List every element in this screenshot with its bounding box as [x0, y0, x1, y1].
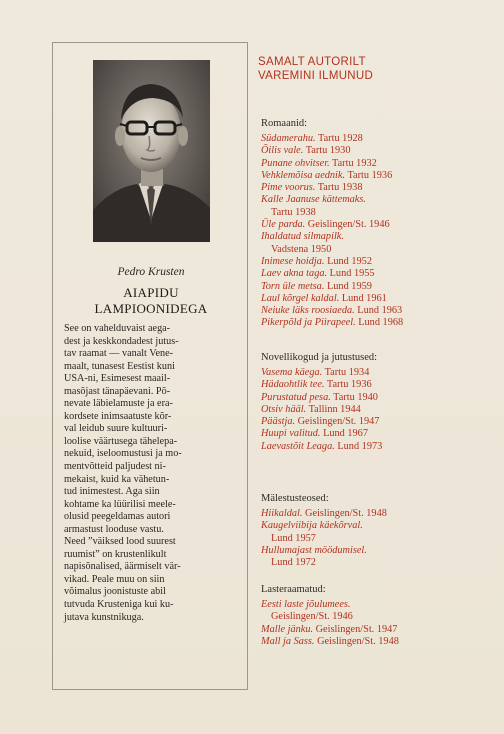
work-title: Torn üle metsa.	[261, 280, 325, 292]
description-line: dest ja keskkondadest jutus-	[64, 335, 179, 347]
publication-info: Geislingen/St. 1946	[271, 611, 353, 623]
publication-info: Lund 1973	[334, 440, 383, 452]
work-title: Neiuke läks roosiaeda.	[261, 305, 355, 317]
book-title-line-2: LAMPIOONIDEGA	[94, 301, 208, 316]
publication-info: Tartu 1930	[303, 145, 351, 157]
list-item	[261, 367, 461, 379]
list-item	[261, 194, 461, 206]
list-item	[261, 158, 461, 170]
work-title: Kalle Jaanuse kättemaks.	[261, 194, 366, 206]
publication-info: Geislingen/St. 1946	[305, 219, 390, 231]
list-item	[261, 392, 461, 404]
work-title: Huupi valitud.	[261, 428, 321, 440]
entry-list	[261, 599, 461, 648]
work-title: Pikerpõld ja Piirapeel.	[261, 317, 356, 329]
book-title-line-1: AIAPIDU	[123, 285, 179, 300]
list-item	[261, 293, 461, 305]
description-line: See on vahelduvaist aega-	[64, 323, 171, 334]
list-item	[261, 428, 461, 440]
work-title: Hädaohtlik tee.	[261, 379, 325, 391]
author-photo	[93, 60, 210, 242]
entry-list	[261, 133, 461, 330]
description-line: mentvõtteid paljudest ni-	[64, 461, 166, 473]
description-line: Need ”väiksed lood suurest	[64, 536, 176, 548]
publication-info: Lund 1952	[324, 255, 372, 267]
section-title: Lasteraamatud:	[261, 584, 326, 595]
list-item	[261, 599, 461, 611]
list-item	[261, 545, 461, 557]
work-title: Ihaldatud silmapilk.	[261, 231, 344, 243]
description-line: val leidub suure kultuuri-	[64, 423, 168, 435]
list-item	[261, 170, 461, 182]
work-title: Vehklemõisa aednik.	[261, 169, 346, 181]
description-line: võimalus joonistuste abil	[64, 586, 166, 598]
publication-info: Lund 1967	[320, 428, 368, 440]
list-item	[261, 244, 461, 256]
list-item	[261, 305, 461, 317]
author-caption: Pedro Krusten	[117, 266, 185, 278]
entry-list	[261, 367, 461, 453]
work-title: Südamerahu.	[261, 133, 316, 144]
list-item	[261, 268, 461, 280]
list-item	[261, 611, 461, 623]
description-line: kohtame ka lüürilisi meele-	[64, 498, 176, 510]
list-item	[261, 520, 461, 532]
list-item	[261, 281, 461, 293]
publication-info: Tartu 1934	[322, 367, 370, 378]
work-title: Õilis vale.	[261, 145, 304, 157]
work-title: Vasema käega.	[261, 367, 323, 378]
work-title: Laevastõit Leaga.	[261, 440, 335, 452]
list-item	[261, 533, 461, 545]
publication-info: Tartu 1936	[345, 169, 393, 181]
entry-list	[261, 508, 461, 569]
bibliography-section	[261, 493, 461, 569]
work-title: Hullumajast möödumisel.	[261, 544, 367, 556]
publication-info: Geislingen/St. 1948	[314, 635, 399, 647]
bibliography-heading-line-2: VAREMINI ILMUNUD	[258, 69, 374, 82]
work-title: Purustatud pesa.	[261, 391, 331, 403]
book-description	[64, 323, 242, 624]
author-info-panel	[52, 42, 248, 690]
work-title: Üle parda.	[261, 219, 306, 231]
publication-info: Lund 1955	[327, 268, 375, 280]
bibliography-section	[261, 584, 461, 648]
description-line: tav raamat — vanalt Vene-	[64, 348, 173, 360]
description-line: tutvuda Krusteniga kui ku-	[64, 599, 174, 611]
description-line: ruumist” on krustenlikult	[64, 548, 167, 560]
list-item	[261, 182, 461, 194]
section-title: Romaanid:	[261, 118, 308, 129]
bibliography-heading-line-1: SAMALT AUTORILT	[258, 56, 366, 68]
description-line: masõjast tänapäevani. Põ-	[64, 385, 171, 397]
work-title: Eesti laste jõulumees.	[261, 599, 351, 610]
work-title: Hiikaldal.	[261, 508, 303, 519]
author-portrait-image	[93, 60, 210, 242]
publication-info: Vadstena 1950	[271, 243, 332, 255]
description-line: USA-ni, Esimesest maail-	[64, 373, 171, 385]
bibliography-panel	[258, 56, 458, 647]
publication-info: Lund 1959	[324, 280, 372, 292]
list-item	[261, 219, 461, 231]
publication-info: Lund 1968	[355, 317, 404, 329]
publication-info: Tartu 1940	[330, 391, 378, 403]
list-item	[261, 145, 461, 157]
list-item	[261, 133, 461, 145]
bibliography-section	[261, 352, 461, 453]
description-line: nevate läbielamuste ja era-	[64, 398, 173, 410]
list-item	[261, 557, 461, 569]
work-title: Kaugelviibija käekõrval.	[261, 520, 363, 532]
publication-info: Tartu 1928	[315, 133, 363, 144]
list-item	[261, 624, 461, 636]
list-item	[261, 508, 461, 520]
list-item	[261, 379, 461, 391]
publication-info: Tartu 1938	[271, 206, 316, 218]
bibliography-heading	[258, 56, 458, 83]
list-item	[261, 317, 461, 329]
work-title: Malle jänku.	[261, 623, 314, 635]
list-item	[261, 404, 461, 416]
publication-info: Lund 1963	[354, 305, 403, 317]
description-line: napisõnalised, äärmiselt vär-	[64, 561, 181, 573]
publication-info: Geislingen/St. 1947	[295, 416, 380, 428]
list-item	[261, 231, 461, 243]
publication-info: Tartu 1936	[324, 379, 372, 391]
publication-info: Geislingen/St. 1947	[313, 623, 398, 635]
description-line: kordsete inimsaatuste kõr-	[64, 410, 172, 422]
list-item	[261, 416, 461, 428]
list-item	[261, 636, 461, 648]
description-line: loolise väärtusega tähelepa-	[64, 435, 178, 447]
book-title	[53, 285, 249, 317]
publication-info: Tartu 1938	[315, 182, 363, 194]
publication-info: Lund 1957	[271, 532, 316, 544]
list-item	[261, 441, 461, 453]
description-line: tud inimestest. Aga siin	[64, 486, 160, 498]
work-title: Laul kõrgel kaldal.	[261, 292, 340, 304]
section-title: Mälestusteosed:	[261, 493, 329, 504]
work-title: Päästja.	[261, 416, 296, 428]
list-item	[261, 256, 461, 268]
description-line: armastust looduse vastu.	[64, 523, 164, 535]
publication-info: Tallinn 1944	[306, 403, 361, 415]
description-line: maalt, tunasest Eestist kuni	[64, 360, 175, 372]
publication-info: Lund 1961	[339, 292, 387, 304]
publication-info: Geislingen/St. 1948	[302, 508, 387, 519]
description-line: nekuid, iseloomustusi ja mo-	[64, 448, 182, 460]
publication-info: Tartu 1932	[329, 157, 377, 169]
publication-info: Lund 1972	[271, 557, 316, 569]
list-item	[261, 207, 461, 219]
work-title: Laev akna taga.	[261, 268, 328, 280]
work-title: Punane ohvitser.	[261, 157, 330, 169]
description-line: vikad. Peale muu on siin	[64, 573, 165, 585]
work-title: Mall ja Sass.	[261, 635, 315, 647]
description-line: olusid peegeldamas autori	[64, 511, 171, 523]
bibliography-section	[261, 118, 461, 330]
work-title: Inimese hoidja.	[261, 255, 325, 267]
work-title: Pime voorus.	[261, 182, 316, 194]
work-title: Otsiv hääl.	[261, 403, 307, 415]
description-line: jutava kunstnikuga.	[64, 611, 144, 623]
description-line: mekaist, kuid ka vähetun-	[64, 473, 170, 485]
section-title: Novellikogud ja jutustused:	[261, 352, 378, 363]
